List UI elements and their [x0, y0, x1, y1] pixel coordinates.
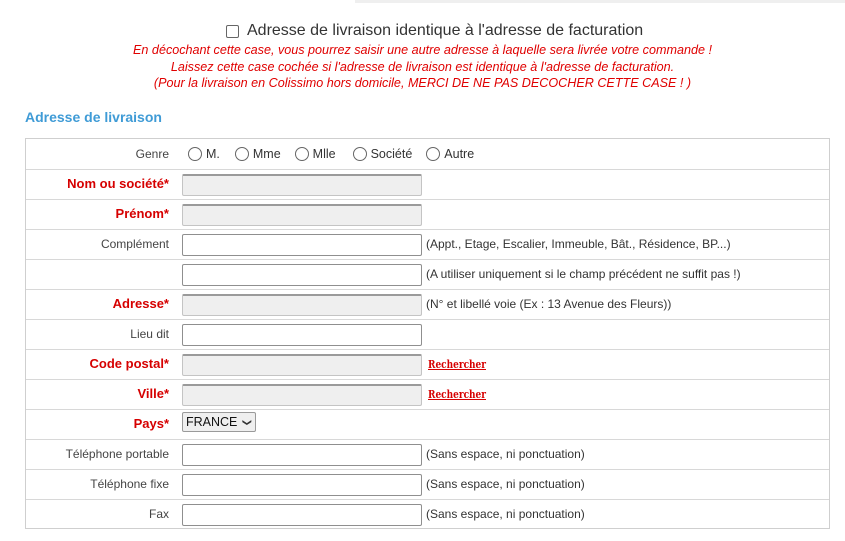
complement2-input[interactable]: [182, 264, 422, 286]
genre-option-mlle[interactable]: [295, 147, 336, 161]
ville-search-link[interactable]: Rechercher: [428, 387, 487, 401]
radio-button[interactable]: [353, 147, 367, 161]
ville-input[interactable]: [182, 384, 422, 406]
complement-hint: (Appt., Etage, Escalier, Immeuble, Bât., Résidence, BP...): [426, 237, 731, 251]
pays-label: Pays*: [133, 416, 169, 431]
tel-fixe-label: Téléphone fixe: [90, 477, 169, 491]
pays-select[interactable]: [182, 412, 256, 432]
form-row-lieu-dit: [26, 319, 829, 350]
genre-radio-group: [188, 139, 474, 169]
section-title: Adresse de livraison: [25, 109, 162, 125]
same-address-checkbox[interactable]: [226, 25, 239, 38]
tel-fixe-input[interactable]: [182, 474, 422, 496]
tel-portable-label: Téléphone portable: [65, 447, 169, 461]
genre-option-label: Société: [370, 147, 413, 161]
nom-label: Nom ou société*: [67, 176, 169, 191]
nom-input[interactable]: [182, 174, 422, 196]
same-address-label[interactable]: Adresse de livraison identique à l'adresse de facturation: [247, 22, 644, 39]
genre-option-label: M.: [206, 147, 220, 161]
form-row-genre: [26, 139, 829, 170]
lieu-dit-input[interactable]: [182, 324, 422, 346]
tel-portable-input[interactable]: [182, 444, 422, 466]
code-postal-label: Code postal*: [89, 356, 169, 371]
form-row-tel-portable: [26, 439, 829, 470]
radio-button[interactable]: [235, 147, 249, 161]
tel-fixe-hint: (Sans espace, ni ponctuation): [426, 477, 585, 491]
prenom-input[interactable]: [182, 204, 422, 226]
genre-option-label: Autre: [444, 147, 475, 161]
radio-button[interactable]: [295, 147, 309, 161]
genre-option-societe[interactable]: [353, 147, 413, 161]
adresse-label: Adresse*: [112, 296, 169, 311]
same-address-row: [226, 21, 643, 41]
prenom-label: Prénom*: [115, 206, 169, 221]
genre-option-label: Mme: [252, 147, 281, 161]
radio-button[interactable]: [426, 147, 440, 161]
radio-button[interactable]: [188, 147, 202, 161]
complement2-hint: (A utiliser uniquement si le champ précédent ne suffit pas !): [426, 267, 741, 281]
complement-label: Complément: [100, 237, 169, 251]
genre-option-mme[interactable]: [235, 147, 281, 161]
notice-line: En décochant cette case, vous pourrez saisir une autre adresse à laquelle sera livrée votre commande !: [133, 43, 712, 57]
lieu-dit-label: Lieu dit: [130, 327, 169, 341]
ville-label: Ville*: [137, 386, 169, 401]
form-row-complement2: [26, 259, 829, 290]
adresse-input[interactable]: [182, 294, 422, 316]
tel-portable-hint: (Sans espace, ni ponctuation): [426, 447, 585, 461]
form-row-adresse: [26, 289, 829, 320]
fax-hint: (Sans espace, ni ponctuation): [426, 507, 585, 521]
genre-option-label: Mlle: [312, 147, 336, 161]
pays-selected-value: FRANCE: [186, 415, 238, 429]
same-address-notice: [0, 42, 845, 92]
adresse-hint: (N° et libellé voie (Ex : 13 Avenue des Fleurs)): [426, 297, 672, 311]
fax-label: Fax: [148, 507, 169, 521]
notice-line: Laissez cette case cochée si l'adresse de livraison est identique à l'adresse de facturation.: [170, 59, 675, 74]
form-row-complement: [26, 229, 829, 260]
form-row-code-postal: [26, 349, 829, 380]
form-row-pays: [26, 409, 829, 440]
genre-option-autre[interactable]: [426, 147, 474, 161]
form-row-tel-fixe: [26, 469, 829, 500]
code-postal-search-link[interactable]: Rechercher: [428, 357, 487, 371]
code-postal-input[interactable]: [182, 354, 422, 376]
notice-line: (Pour la livraison en Colissimo hors domicile, MERCI DE NE PAS DECOCHER CETTE CASE ! ): [153, 76, 692, 90]
complement-input[interactable]: [182, 234, 422, 256]
genre-label: Genre: [135, 147, 169, 161]
form-row-nom: [26, 169, 829, 200]
form-row-fax: [26, 499, 829, 529]
chevron-down-icon: ❯: [242, 418, 253, 426]
form-row-prenom: [26, 199, 829, 230]
genre-option-m[interactable]: [188, 147, 220, 161]
fax-input[interactable]: [182, 504, 422, 526]
delivery-address-form: [25, 138, 830, 529]
form-row-ville: [26, 379, 829, 410]
top-divider: [355, 0, 845, 3]
